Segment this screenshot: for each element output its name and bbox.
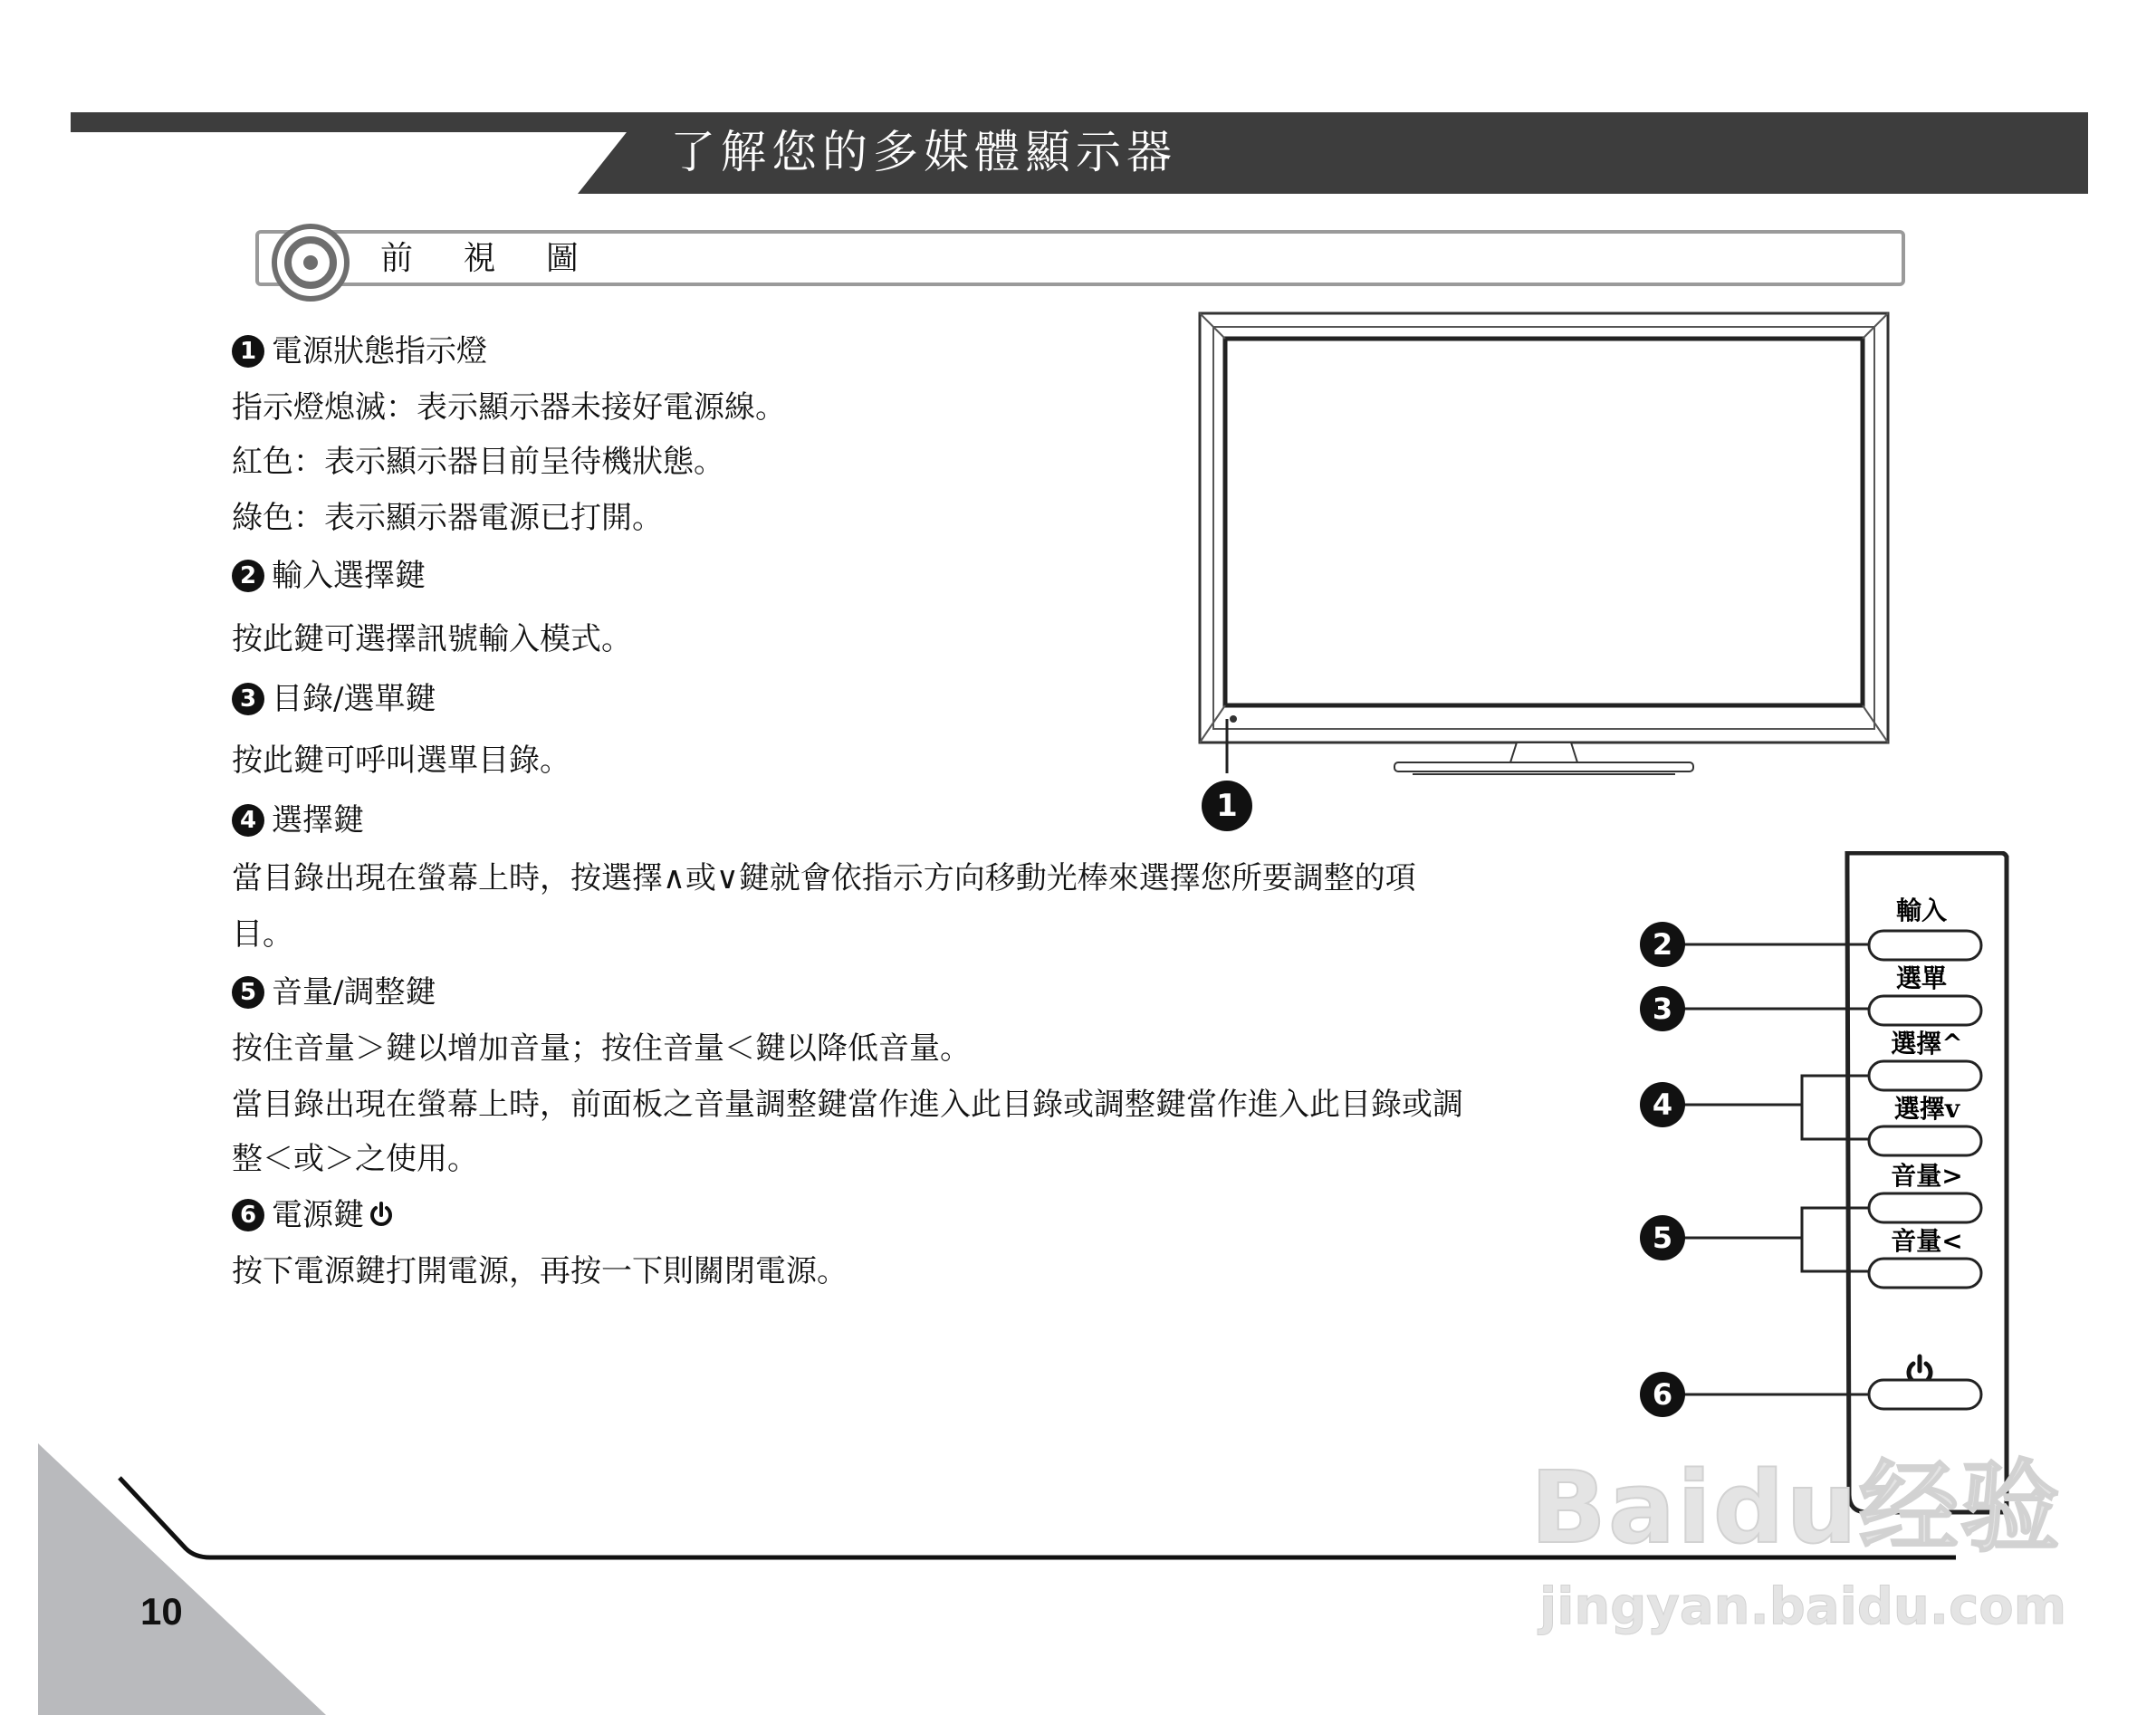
panel-button-menu: [1869, 996, 1981, 1025]
item-5-title: 音量/調整鍵: [272, 974, 436, 1011]
tv-illustration: [1186, 302, 1902, 846]
panel-button-volume-down: [1869, 1259, 1981, 1288]
item-1-heading: [232, 330, 487, 373]
panel-label-volume-down: 音量<: [1891, 1226, 1963, 1256]
panel-button-input: [1869, 931, 1981, 960]
item-6-title: 電源鍵: [272, 1197, 364, 1233]
panel-label-select-up: 選擇^: [1891, 1029, 1963, 1059]
watermark-url: jingyan.baidu.com: [1539, 1577, 2067, 1636]
item-3-title: 目錄/選單鍵: [272, 681, 436, 717]
item-4-heading: [232, 799, 364, 842]
item-4-title: 選擇鍵: [272, 802, 364, 838]
number-badge: 2: [232, 560, 264, 592]
panel-button-volume-up: [1869, 1193, 1981, 1222]
callout-1-number: 1: [1216, 788, 1238, 824]
panel-button-select-down: [1869, 1126, 1981, 1155]
green-status-text: 綠色：表示顯示器電源已打開。: [232, 500, 663, 536]
power-icon: [368, 1202, 395, 1229]
number-badge: 6: [232, 1199, 264, 1231]
select-description-line-2: 目。: [232, 916, 293, 953]
section-title: 前 視 圖: [380, 240, 599, 277]
panel-label-input: 輸入: [1895, 896, 1948, 925]
power-off-text: 指示燈熄滅：表示顯示器未接好電源線。: [232, 389, 786, 426]
volume-description-line-3: 整＜或＞之使用。: [232, 1141, 478, 1177]
page-number: 10: [140, 1590, 183, 1633]
number-badge: 3: [232, 683, 264, 715]
callout-2-number: 2: [1652, 927, 1673, 962]
callout-4-number: 4: [1652, 1087, 1673, 1122]
item-2-title: 輸入選擇鍵: [272, 558, 426, 594]
callout-6-number: 6: [1652, 1377, 1673, 1412]
item-6-heading: [232, 1193, 395, 1237]
panel-button-select-up: [1869, 1061, 1981, 1090]
item-5-heading: [232, 971, 436, 1014]
header-title: 了解您的多媒體顯示器: [670, 126, 1177, 178]
item-1-title: 電源狀態指示燈: [272, 333, 487, 369]
watermark-logo: Baidu经验: [1530, 1450, 2062, 1566]
number-badge: 5: [232, 976, 264, 1009]
select-description-line-1: 當目錄出現在螢幕上時，按選擇∧或∨鍵就會依指示方向移動光棒來選擇您所要調整的項: [232, 860, 1416, 896]
target-icon: [272, 224, 350, 302]
volume-description-line-2: 當目錄出現在螢幕上時，前面板之音量調整鍵當作進入此目錄或調整鍵當作進入此目錄或調: [232, 1087, 1463, 1123]
callout-3-number: 3: [1652, 992, 1673, 1026]
callout-5-number: 5: [1652, 1221, 1673, 1255]
panel-label-menu: 選單: [1895, 963, 1948, 993]
input-description: 按此鍵可選擇訊號輸入模式。: [232, 621, 632, 657]
panel-label-volume-up: 音量>: [1891, 1161, 1963, 1191]
item-2-heading: [232, 554, 426, 598]
panel-button-power: [1869, 1380, 1981, 1409]
number-badge: 4: [232, 804, 264, 837]
control-panel-illustration: [1639, 851, 2037, 1521]
red-status-text: 紅色：表示顯示器目前呈待機狀態。: [232, 444, 724, 480]
menu-description: 按此鍵可呼叫選單目錄。: [232, 743, 570, 779]
volume-description-line-1: 按住音量＞鍵以增加音量；按住音量＜鍵以降低音量。: [232, 1030, 971, 1067]
power-description: 按下電源鍵打開電源，再按一下則關閉電源。: [232, 1253, 848, 1289]
panel-label-select-down: 選擇v: [1893, 1094, 1960, 1124]
item-3-heading: [232, 677, 436, 721]
number-badge: 1: [232, 335, 264, 368]
